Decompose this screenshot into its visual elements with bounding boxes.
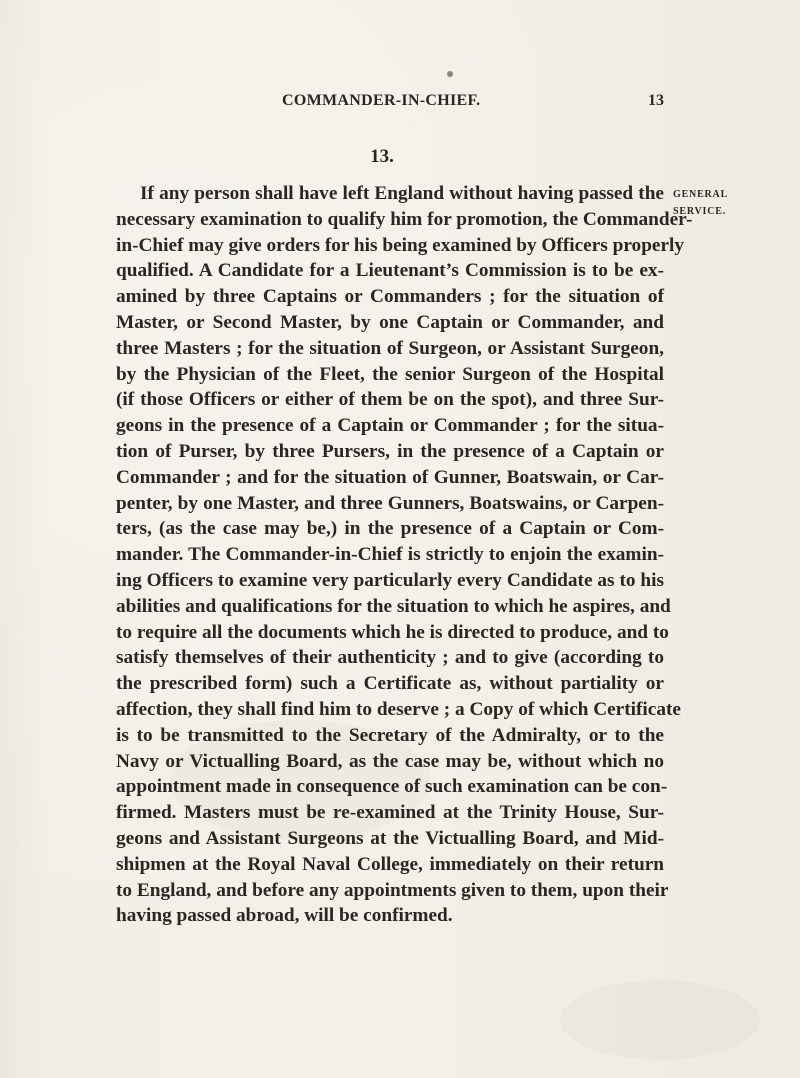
text-line: in-Chief may give orders for his being examined by Officers properly — [116, 234, 685, 256]
text-line: shipmen at the Royal Naval College, immediately on their return — [116, 853, 664, 875]
text-line: mander. The Commander-in-Chief is strictly to enjoin the examin- — [116, 544, 664, 566]
text-line: firmed. Masters must be re-examined at the Trinity House, Sur- — [116, 802, 664, 824]
text-line: having passed abroad, will be confirmed. — [116, 905, 453, 927]
text-line: abilities and qualifications for the situation to which he aspires, and — [116, 595, 671, 617]
paper-stain — [560, 980, 760, 1060]
text-line: qualified. A Candidate for a Lieutenant’s Commission is to be ex- — [116, 260, 664, 282]
text-line: Commander ; and for the situation of Gunner, Boatswain, or Car- — [116, 466, 664, 488]
text-line: necessary examination to qualify him for promotion, the Commander- — [116, 208, 693, 230]
text-line: satisfy themselves of their authenticity ; and to give (according to — [116, 647, 664, 669]
body-paragraph — [116, 181, 693, 929]
text-line: penter, by one Master, and three Gunners, Boatswains, or Carpen- — [116, 492, 664, 514]
text-line: Master, or Second Master, by one Captain or Commander, and — [116, 311, 664, 333]
margin-note-line: SERVICE. — [673, 206, 727, 217]
section-number: 13. — [370, 146, 394, 167]
text-line: three Masters ; for the situation of Surgeon, or Assistant Surgeon, — [116, 337, 664, 359]
text-line: affection, they shall find him to deserve ; a Copy of which Certificate — [116, 698, 681, 720]
ornament-dot — [447, 71, 453, 77]
text-line: the prescribed form) such a Certificate as, without partiality or — [116, 673, 664, 695]
text-line: to England, and before any appointments given to them, upon their — [116, 879, 669, 901]
text-line: appointment made in consequence of such examination can be con- — [116, 776, 668, 798]
text-line: geons and Assistant Surgeons at the Victualling Board, and Mid- — [116, 827, 664, 849]
text-line: amined by three Captains or Commanders ; for the situation of — [116, 286, 664, 308]
text-line: Navy or Victualling Board, as the case may be, without which no — [116, 750, 664, 772]
margin-note-line: GENERAL — [673, 189, 729, 200]
text-line: (if those Officers or either of them be on the spot), and three Sur- — [116, 389, 664, 411]
text-line: ing Officers to examine very particularly every Candidate as to his — [116, 569, 664, 591]
running-head: COMMANDER-IN-CHIEF. — [282, 92, 481, 109]
text-line: tion of Purser, by three Pursers, in the presence of a Captain or — [116, 440, 664, 462]
text-line: ters, (as the case may be,) in the presence of a Captain or Com- — [116, 518, 664, 540]
text-line: to require all the documents which he is directed to produce, and to — [116, 621, 669, 643]
text-line: by the Physician of the Fleet, the senior Surgeon of the Hospital — [116, 363, 664, 385]
page-number: 13 — [648, 92, 664, 109]
text-line: geons in the presence of a Captain or Commander ; for the situa- — [116, 415, 664, 437]
text-line: is to be transmitted to the Secretary of the Admiralty, or to the — [116, 724, 664, 746]
text-line: If any person shall have left England without having passed the — [140, 183, 664, 204]
